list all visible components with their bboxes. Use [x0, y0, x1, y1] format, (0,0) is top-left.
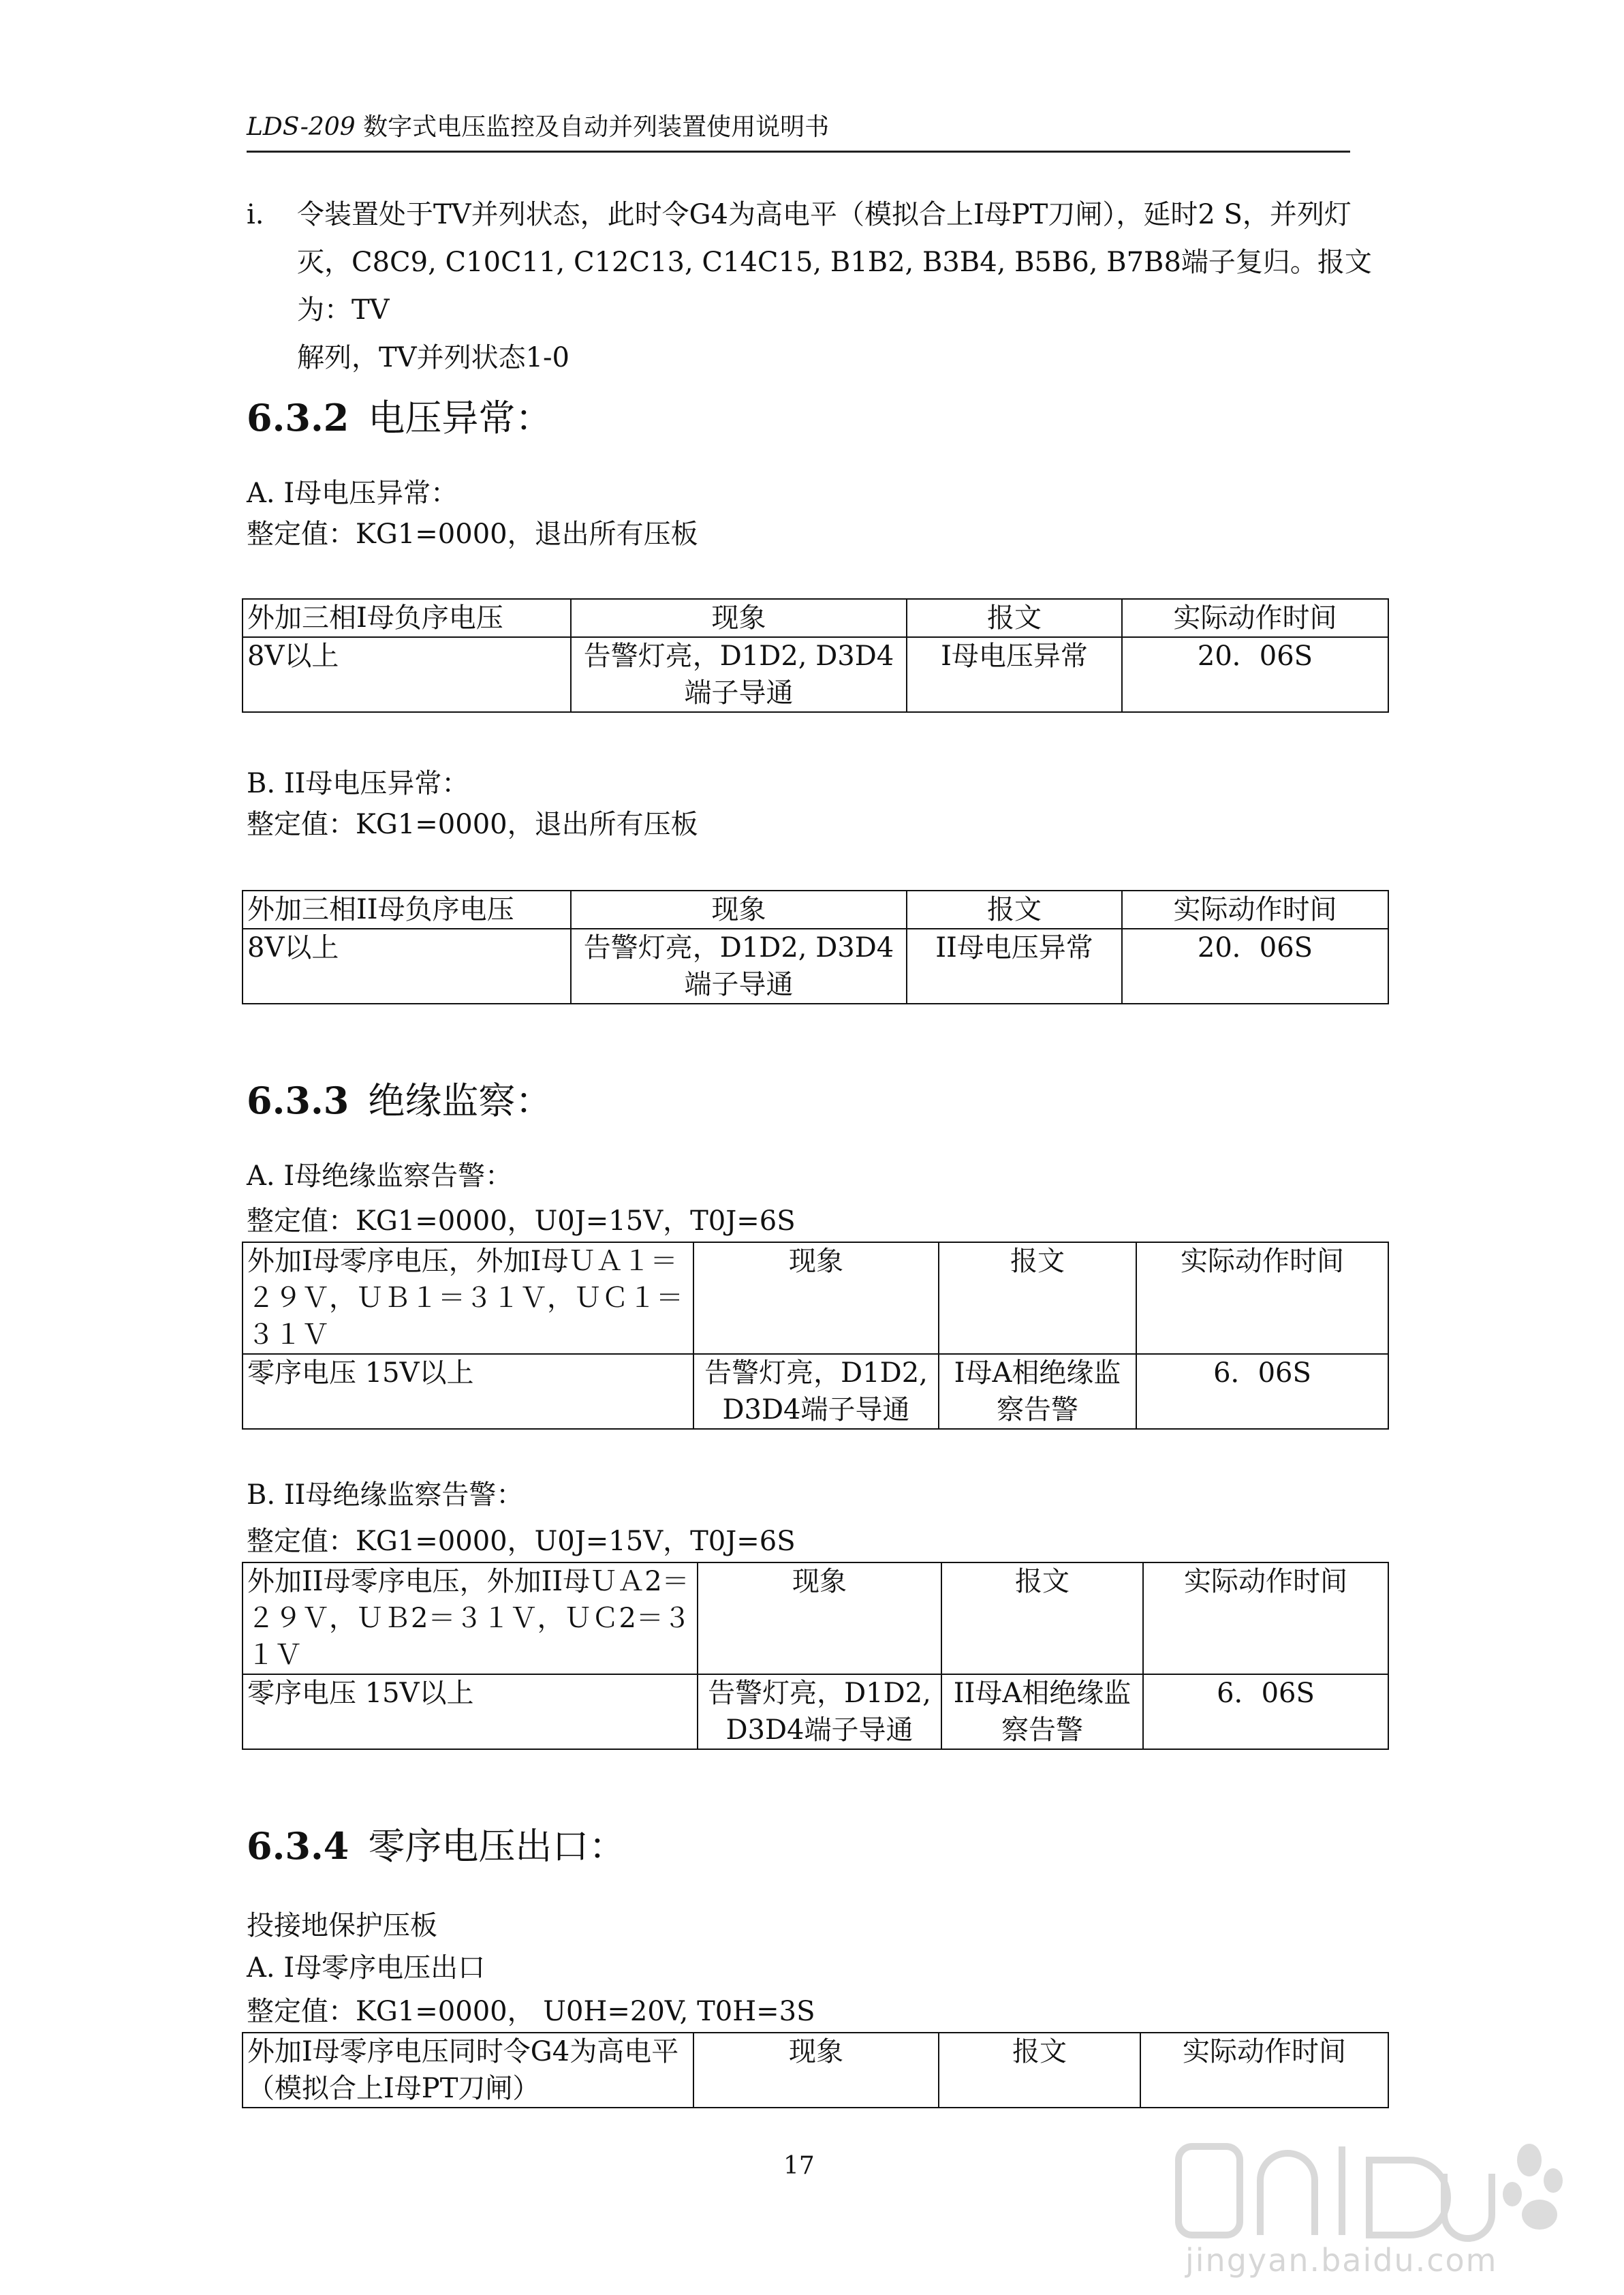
table-header-cell: 现象 — [571, 599, 907, 637]
s634-note: 投接地保护压板 — [247, 1910, 437, 1941]
page-number: 17 — [783, 2152, 815, 2180]
table-cell: 告警灯亮，D1D2, D3D4端子导通 — [693, 1354, 939, 1429]
table-header-cell: 现象 — [693, 1242, 939, 1354]
watermark-url: jingyan.baidu.com — [1185, 2242, 1498, 2279]
table-s633-b — [242, 1562, 1389, 1750]
s633-a-label: A. I母绝缘监察告警： — [247, 1160, 513, 1192]
table-header-row — [243, 891, 1388, 929]
table-cell: 8V以上 — [243, 929, 571, 1004]
table-cell: 8V以上 — [243, 637, 571, 712]
header-model: LDS-209 — [247, 113, 356, 141]
table-header-row — [243, 599, 1388, 637]
s633-b-setting: 整定值：KG1=0000，U0J=15V，T0J=6S — [247, 1526, 796, 1557]
table-header-row — [243, 2033, 1388, 2108]
table-header-cell: 报文 — [941, 1562, 1143, 1674]
heading-6-3-2: 6.3.2 电压异常： — [247, 396, 552, 440]
s632-a-label: A. I母电压异常： — [247, 478, 458, 509]
table-header-cell: 报文 — [939, 2033, 1140, 2108]
intro-line-1: i. 令装置处于TV并列状态，此时令G4为高电平（模拟合上I母PT刀闸），延时2 S，并列灯 — [247, 191, 1392, 238]
table-header-row — [243, 1242, 1388, 1354]
s632-b-setting: 整定值：KG1=0000，退出所有压板 — [247, 809, 698, 840]
table-s632-b — [242, 890, 1389, 1004]
table-s633-a — [242, 1242, 1389, 1430]
s632-b-label: B. II母电压异常： — [247, 768, 469, 799]
table-header-cell: 实际动作时间 — [1140, 2033, 1388, 2108]
table-cell: II母电压异常 — [907, 929, 1122, 1004]
table-row — [243, 929, 1388, 1004]
table-header-cell: 外加I母零序电压同时令G4为高电平（模拟合上I母PT刀闸） — [243, 2033, 693, 2108]
table-header-cell: 外加三相II母负序电压 — [243, 891, 571, 929]
table-cell: II母A相绝缘监察告警 — [941, 1674, 1143, 1749]
intro-paragraph — [247, 191, 1392, 382]
table-cell: I母A相绝缘监察告警 — [939, 1354, 1136, 1429]
table-header-cell: 外加三相I母负序电压 — [243, 599, 571, 637]
table-header-cell: 报文 — [907, 599, 1122, 637]
table-cell: I母电压异常 — [907, 637, 1122, 712]
table-header-cell: 现象 — [698, 1562, 941, 1674]
table-row — [243, 637, 1388, 712]
table-cell: 6．06S — [1143, 1674, 1388, 1749]
intro-line-2: 灭，C8C9, C10C11, C12C13, C14C15, B1B2, B3B4, B5B6, B7B8端子复归。报文为：TV — [297, 247, 1372, 326]
table-header-cell: 外加I母零序电压，外加I母ＵＡ１＝２９Ｖ，ＵＢ１＝３１Ｖ，ＵＣ１＝３１Ｖ — [243, 1242, 693, 1354]
intro-line-3: 解列，TV并列状态1-0 — [297, 342, 569, 373]
table-header-row — [243, 1562, 1388, 1674]
table-row — [243, 1354, 1388, 1429]
table-cell: 6．06S — [1136, 1354, 1388, 1429]
s633-a-setting: 整定值：KG1=0000，U0J=15V，T0J=6S — [247, 1205, 796, 1237]
table-header-cell: 报文 — [939, 1242, 1136, 1354]
table-header-cell: 现象 — [571, 891, 907, 929]
heading-6-3-4: 6.3.4 零序电压出口： — [247, 1824, 626, 1868]
intro-marker: i. — [247, 199, 264, 230]
table-cell: 20．06S — [1122, 637, 1388, 712]
table-cell: 告警灯亮，D1D2, D3D4端子导通 — [698, 1674, 941, 1749]
header-title: 数字式电压监控及自动并列装置使用说明书 — [363, 113, 830, 141]
table-cell: 告警灯亮，D1D2, D3D4端子导通 — [571, 637, 907, 712]
table-cell: 20．06S — [1122, 929, 1388, 1004]
table-header-cell: 实际动作时间 — [1122, 891, 1388, 929]
s632-a-setting: 整定值：KG1=0000，退出所有压板 — [247, 519, 698, 550]
table-header-cell: 实际动作时间 — [1122, 599, 1388, 637]
table-s632-a — [242, 598, 1389, 713]
table-cell: 零序电压 15V以上 — [243, 1354, 693, 1429]
s633-b-label: B. II母绝缘监察告警： — [247, 1479, 524, 1511]
s634-a-label: A. I母零序电压出口 — [247, 1952, 486, 1984]
s634-a-setting: 整定值：KG1=0000， U0H=20V, T0H=3S — [247, 1996, 815, 2027]
table-cell: 告警灯亮，D1D2, D3D4端子导通 — [571, 929, 907, 1004]
heading-6-3-3: 6.3.3 绝缘监察： — [247, 1079, 552, 1122]
table-header-cell: 现象 — [693, 2033, 939, 2108]
page-header — [247, 108, 1350, 153]
table-cell: 零序电压 15V以上 — [243, 1674, 698, 1749]
table-header-cell: 实际动作时间 — [1136, 1242, 1388, 1354]
table-header-cell: 实际动作时间 — [1143, 1562, 1388, 1674]
table-header-cell: 报文 — [907, 891, 1122, 929]
table-s634-a — [242, 2032, 1389, 2108]
table-header-cell: 外加II母零序电压，外加II母ＵＡ2＝２９Ｖ，ＵＢ2＝３１Ｖ，ＵＣ2＝３１Ｖ — [243, 1562, 698, 1674]
table-row — [243, 1674, 1388, 1749]
